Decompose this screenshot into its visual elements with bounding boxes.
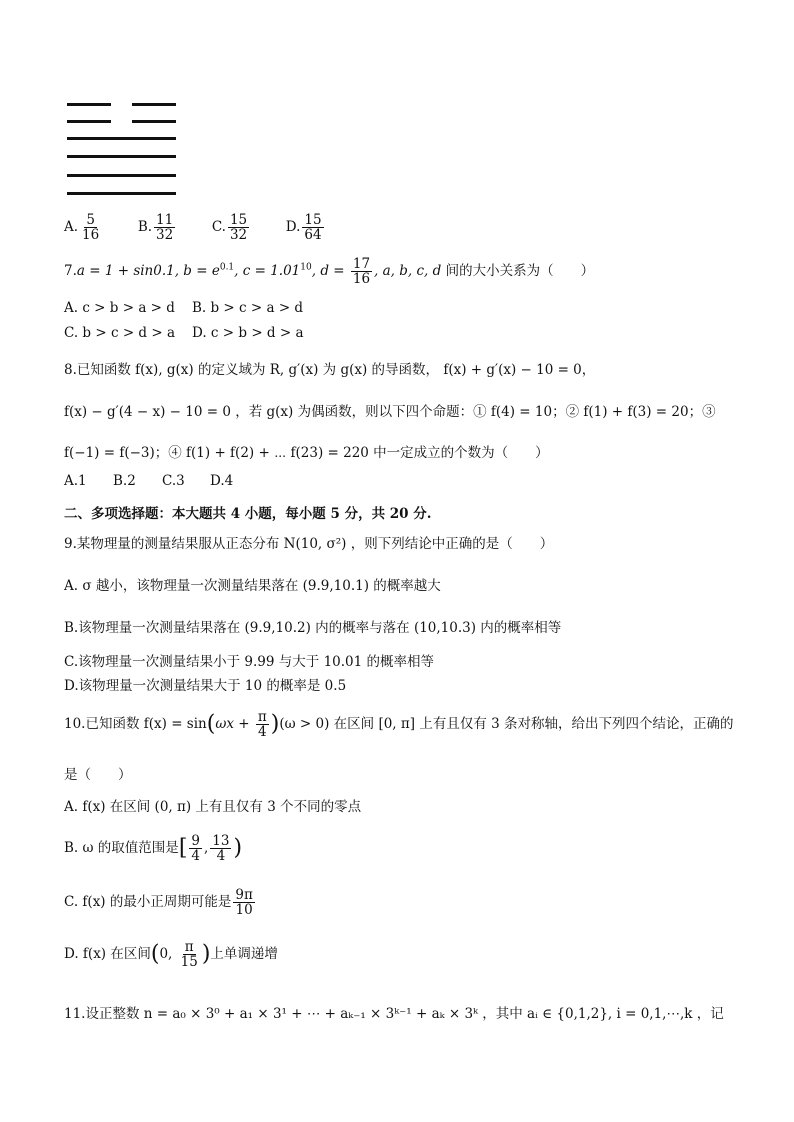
q8-option-a: A.1 <box>64 473 87 489</box>
q6-option-d: D. $\frac{15}{64}$ <box>285 212 322 244</box>
q10-pi-over-4: $\frac{\pi}{4}$ <box>257 709 267 741</box>
q9-option-d: D.该物理量一次测量结果大于 10 的概率是 0.5 <box>64 678 347 694</box>
q11-stem: 11.设正整数 n = a₀ × 3⁰ + a₁ × 3¹ + ⋯ + aₖ₋₁ × 3ᵏ⁻¹ + aₖ × 3ᵏ ，其中 aᵢ ∈ {0,1,2}, i = 0,1,⋯,k ，记 <box>64 1006 724 1022</box>
q9-stem: 9.某物理量的测量结果服从正态分布 N(10, σ²) ，则下列结论中正确的是（ ） <box>64 536 554 552</box>
q8-line-3: f(−1) = f(−3)；④ f(1) + f(2) + ⋯ f(23) = 220 中一定成立的个数为（ ） <box>64 445 549 461</box>
q6-option-c: C. $\frac{15}{32}$ <box>211 212 248 244</box>
q7-option-b: B. b > c > a > d <box>192 300 304 316</box>
q6-option-c-fraction: $\frac{15}{32}$ <box>229 212 248 244</box>
q8-option-c: C.3 <box>162 473 185 489</box>
q10-stem: 10.已知函数 f(x) = sin(ωx + $\frac{\pi}{4}$ )(ω > 0) 在区间 [0, π] 上有且仅有 3 条对称轴，给出下列四个结论，正确的 <box>64 709 734 741</box>
q6-option-a-fraction: $\frac{5}{16}$ <box>82 212 100 244</box>
q8-line-1: 8.已知函数 f(x), g(x) 的定义域为 R, g′(x) 为 g(x) 的导函数， f(x) + g′(x) − 10 = 0， <box>64 362 596 378</box>
q10-option-d: D. f(x) 在区间(0, $\frac{\pi}{15}$ )上单调递增 <box>64 939 278 971</box>
q10-stem-cont: 是（ ） <box>64 767 132 783</box>
q10-c-fraction: $\frac{9\pi}{10}$ <box>235 887 253 919</box>
q9-option-c: C.该物理量一次测量结果小于 9.99 与大于 10.01 的概率相等 <box>64 654 435 670</box>
q7-d-fraction: $\frac{17}{16}$ <box>352 256 371 288</box>
q6-option-b: B. $\frac{11}{32}$ <box>137 212 174 244</box>
q6-option-b-fraction: $\frac{11}{32}$ <box>156 212 174 244</box>
q10-d-fraction: $\frac{\pi}{15}$ <box>180 939 198 971</box>
hexagram-line-3-solid <box>67 137 176 140</box>
q10-option-c: C. f(x) 的最小正周期可能是 $\frac{9\pi}{10}$ <box>64 887 253 919</box>
q10-b-frac-1: $\frac{9}{4}$ <box>191 833 200 865</box>
hexagram-line-5-solid <box>67 174 176 177</box>
q9-option-b: B.该物理量一次测量结果落在 (9.9,10.2) 内的概率与落在 (10,10.3) 内的概率相等 <box>64 620 562 636</box>
q7-option-c: C. b > c > d > a <box>64 325 176 341</box>
q10-option-b: B. ω 的取值范围是[ $\frac{9}{4}$ , $\frac{13}{4}$ ) <box>64 833 243 865</box>
q7-option-a: A. c > b > a > d <box>64 300 175 316</box>
q6-option-d-fraction: $\frac{15}{64}$ <box>304 212 322 244</box>
q8-option-b: B.2 <box>113 473 136 489</box>
hexagram-line-2-right <box>132 120 176 123</box>
q10-b-frac-2: $\frac{13}{4}$ <box>212 833 230 865</box>
q7-option-d: D. c > b > d > a <box>192 325 304 341</box>
section-2-title: 二、多项选择题：本大题共 4 小题，每小题 5 分，共 20 分. <box>64 506 432 522</box>
q8-option-d: D.4 <box>210 473 234 489</box>
hexagram-line-4-solid <box>67 155 176 158</box>
q10-option-a: A. f(x) 在区间 (0, π) 上有且仅有 3 个不同的零点 <box>64 799 362 815</box>
q8-line-2: f(x) − g′(4 − x) − 10 = 0 ，若 g(x) 为偶函数，则以下四个命题：① f(4) = 10；② f(1) + f(3) = 20；③ <box>64 404 716 420</box>
hexagram-line-1-left <box>67 103 111 106</box>
q6-option-a: A. $\frac{5}{16}$ <box>64 212 100 244</box>
q6-options <box>64 213 326 242</box>
hexagram-line-2-left <box>67 120 111 123</box>
hexagram-line-1-right <box>132 103 176 106</box>
hexagram-line-6-solid <box>67 192 176 195</box>
q9-option-a: A. σ 越小，该物理量一次测量结果落在 (9.9,10.1) 的概率越大 <box>64 578 441 594</box>
q7-stem: 7.a = 1 + sin0.1, $b = e^{0.1}$, $c = 1.01^{10}$, d = $\frac{17}{16}$ , a, b, c, d 间的大小关系为（ ） <box>64 256 595 288</box>
